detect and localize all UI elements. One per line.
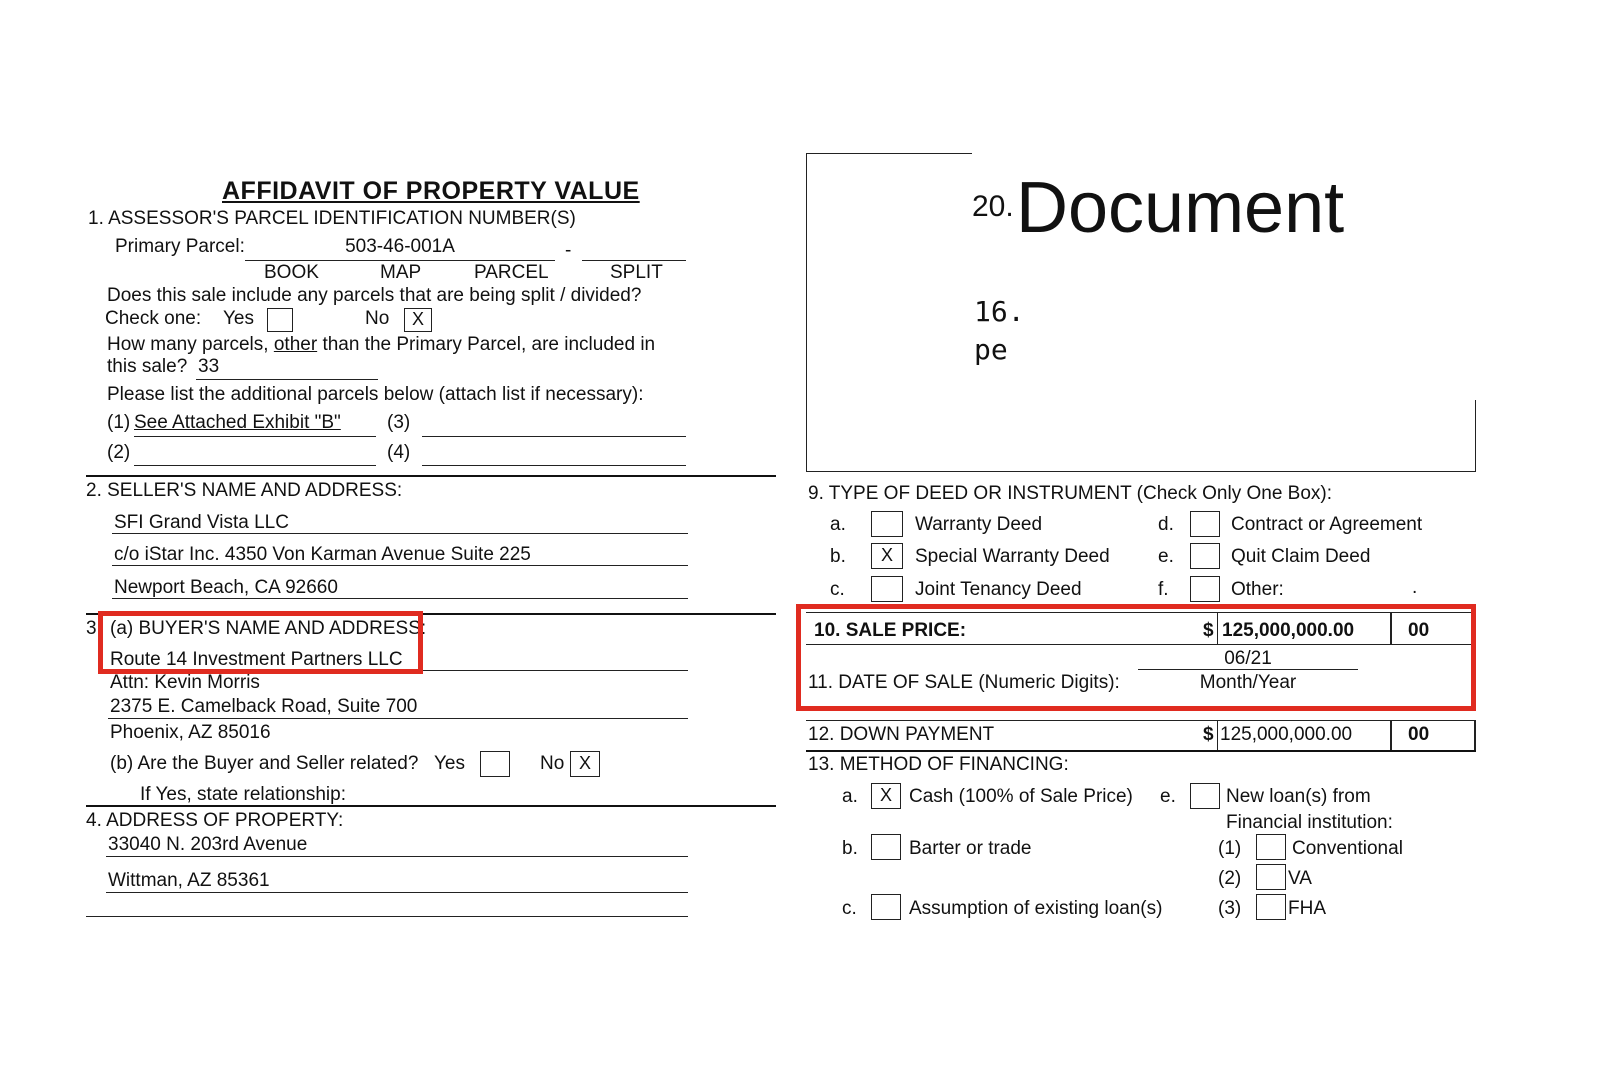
other-deed-label: Other: — [1231, 579, 1284, 600]
item-1-label: (1) — [107, 412, 131, 433]
parcel-count-value: 33 — [198, 356, 220, 377]
loan-option-1-number: (1) — [1218, 838, 1242, 859]
this-sale-label: this sale? — [107, 356, 188, 377]
section-3-number: 3. — [86, 618, 102, 639]
top-box-left-edge — [806, 153, 807, 471]
parcel-count-underline — [196, 379, 378, 380]
number-16: 16. — [974, 295, 1025, 328]
quit-claim-deed-checkbox[interactable] — [1190, 543, 1220, 569]
loan-option-2-number: (2) — [1218, 868, 1242, 889]
sale-price-dollar: $ — [1203, 620, 1214, 641]
seller-line-3 — [112, 598, 688, 599]
deed-f-letter: f. — [1158, 579, 1169, 600]
top-box-bottom-edge — [806, 471, 1476, 472]
contract-agreement-checkbox[interactable] — [1190, 511, 1220, 537]
down-payment-cents: 00 — [1408, 724, 1430, 745]
sale-price-amount: 125,000,000.00 — [1222, 620, 1355, 641]
split-question: Does this sale include any parcels that are being split / divided? — [107, 285, 642, 306]
property-line-1 — [106, 856, 688, 857]
buyer-highlight-box — [98, 611, 423, 674]
deed-a-letter: a. — [830, 514, 846, 535]
document-heading: Document — [1016, 168, 1345, 248]
down-payment-amount: 125,000,000.00 — [1220, 724, 1353, 745]
how-many-text-1 — [107, 334, 655, 356]
section-divider-3 — [86, 805, 776, 807]
fha-checkbox[interactable] — [1256, 894, 1286, 920]
split-underline — [582, 260, 686, 261]
cash-label: Cash (100% of Sale Price) — [909, 786, 1133, 807]
quit-claim-deed-label: Quit Claim Deed — [1231, 546, 1371, 567]
date-of-sale-sublabel: Month/Year — [1199, 672, 1297, 693]
property-address-2: Wittman, AZ 85361 — [108, 870, 270, 891]
va-label: VA — [1288, 868, 1312, 889]
va-checkbox[interactable] — [1256, 864, 1286, 890]
down-payment-top-rule — [806, 720, 1476, 721]
col-parcel-label: PARCEL — [474, 262, 549, 283]
down-payment-dollar: $ — [1203, 724, 1214, 745]
check-one-label: Check one: — [105, 308, 202, 329]
sale-price-highlight-box — [796, 604, 1476, 711]
down-payment-bottom-rule — [806, 750, 1476, 752]
buyer-line-2 — [108, 718, 688, 719]
fha-label: FHA — [1288, 898, 1326, 919]
special-warranty-deed-label: Special Warranty Deed — [915, 546, 1110, 567]
item-4-underline — [422, 465, 686, 466]
section-4-heading: 4. ADDRESS OF PROPERTY: — [86, 810, 344, 831]
pe-text: pe — [974, 333, 1008, 366]
assumption-checkbox[interactable] — [871, 894, 901, 920]
col-split-label: SPLIT — [610, 262, 663, 283]
related-yes-checkbox[interactable] — [480, 751, 510, 777]
section-13-heading: 13. METHOD OF FINANCING: — [808, 754, 1069, 775]
conventional-label: Conventional — [1292, 838, 1403, 859]
primary-parcel-underline — [245, 260, 555, 261]
section-divider-1 — [86, 475, 776, 477]
joint-tenancy-deed-label: Joint Tenancy Deed — [915, 579, 1082, 600]
section-1-heading: 1. ASSESSOR'S PARCEL IDENTIFICATION NUMBER(S) — [88, 208, 576, 229]
item-3-label: (3) — [387, 412, 411, 433]
property-bottom-line — [86, 916, 688, 917]
col-book-label: BOOK — [264, 262, 319, 283]
buyer-name: Route 14 Investment Partners LLC — [110, 649, 403, 670]
buyer-address-1: 2375 E. Camelback Road, Suite 700 — [110, 696, 418, 717]
down-payment-divider-2 — [1390, 720, 1392, 750]
item-1-value: See Attached Exhibit "B" — [134, 412, 341, 433]
item-2-label: (2) — [107, 442, 131, 463]
deed-e-letter: e. — [1158, 546, 1174, 567]
seller-line-2 — [112, 565, 688, 566]
document-number: 20. — [972, 190, 1014, 223]
section-9-heading: 9. TYPE OF DEED OR INSTRUMENT (Check Only One Box): — [808, 483, 1333, 504]
assumption-label: Assumption of existing loan(s) — [909, 898, 1163, 919]
primary-parcel-value: 503-46-001A — [345, 236, 455, 257]
barter-checkbox[interactable] — [871, 834, 901, 860]
conventional-checkbox[interactable] — [1256, 834, 1286, 860]
new-loan-label: New loan(s) from — [1226, 786, 1371, 807]
deed-d-letter: d. — [1158, 514, 1174, 535]
finance-b-letter: b. — [842, 838, 858, 859]
section-3-heading: (a) BUYER'S NAME AND ADDRESS: — [110, 618, 427, 639]
sale-price-label: 10. SALE PRICE: — [814, 620, 967, 641]
date-of-sale-label: 11. DATE OF SALE (Numeric Digits): — [808, 672, 1120, 693]
special-warranty-deed-checkbox[interactable]: X — [871, 543, 903, 569]
split-dash: - — [565, 240, 572, 261]
warranty-deed-label: Warranty Deed — [915, 514, 1043, 535]
property-line-2 — [106, 892, 688, 893]
seller-line-1 — [112, 533, 688, 534]
deed-c-letter: c. — [830, 579, 845, 600]
item-1-underline — [134, 436, 376, 437]
how-many-part-1: How many parcels, — [107, 334, 269, 355]
seller-address-2: Newport Beach, CA 92660 — [114, 577, 338, 598]
split-yes-label: Yes — [223, 308, 254, 329]
property-address-1: 33040 N. 203rd Avenue — [108, 834, 308, 855]
related-question: (b) Are the Buyer and Seller related? — [110, 753, 419, 774]
down-payment-divider-1 — [1217, 720, 1218, 750]
split-no-label: No — [365, 308, 390, 329]
item-2-underline — [134, 465, 376, 466]
item-3-underline — [422, 436, 686, 437]
relationship-label: If Yes, state relationship: — [140, 784, 346, 805]
seller-name: SFI Grand Vista LLC — [114, 512, 289, 533]
sale-price-cents: 00 — [1408, 620, 1430, 641]
primary-parcel-label: Primary Parcel: — [115, 236, 245, 257]
top-box-top-edge — [806, 153, 972, 154]
contract-agreement-label: Contract or Agreement — [1231, 514, 1423, 535]
how-many-part-2: than the Primary Parcel, are included in — [322, 334, 656, 355]
related-no-label: No — [540, 753, 565, 774]
date-of-sale-value: 06/21 — [1224, 648, 1272, 669]
buyer-attn: Attn: Kevin Morris — [110, 672, 260, 693]
financial-institution-label: Financial institution: — [1226, 812, 1393, 833]
finance-c-letter: c. — [842, 898, 857, 919]
finance-e-letter: e. — [1160, 786, 1176, 807]
new-loan-checkbox[interactable] — [1190, 783, 1220, 809]
section-2-heading: 2. SELLER'S NAME AND ADDRESS: — [86, 480, 403, 501]
loan-option-3-number: (3) — [1218, 898, 1242, 919]
top-box-right-edge — [1475, 400, 1476, 471]
related-no-checkbox[interactable]: X — [570, 751, 600, 777]
list-prompt: Please list the additional parcels below (attach list if necessary): — [107, 384, 644, 405]
warranty-deed-checkbox[interactable] — [871, 511, 903, 537]
joint-tenancy-deed-checkbox[interactable] — [871, 576, 903, 602]
item-4-label: (4) — [387, 442, 411, 463]
seller-address-1: c/o iStar Inc. 4350 Von Karman Avenue Suite 225 — [114, 544, 531, 565]
how-many-other: other — [273, 334, 318, 355]
other-deed-dot: . — [1412, 577, 1418, 598]
finance-a-letter: a. — [842, 786, 858, 807]
cash-checkbox[interactable]: X — [871, 783, 901, 809]
down-payment-right-edge — [1474, 720, 1476, 750]
other-deed-checkbox[interactable] — [1190, 576, 1220, 602]
down-payment-label: 12. DOWN PAYMENT — [808, 724, 995, 745]
deed-b-letter: b. — [830, 546, 846, 567]
col-map-label: MAP — [380, 262, 422, 283]
barter-label: Barter or trade — [909, 838, 1032, 859]
buyer-address-2: Phoenix, AZ 85016 — [110, 722, 271, 743]
split-no-checkbox[interactable]: X — [404, 308, 432, 332]
form-title: AFFIDAVIT OF PROPERTY VALUE — [222, 177, 640, 205]
split-yes-checkbox[interactable] — [267, 308, 293, 332]
related-yes-label: Yes — [434, 753, 465, 774]
